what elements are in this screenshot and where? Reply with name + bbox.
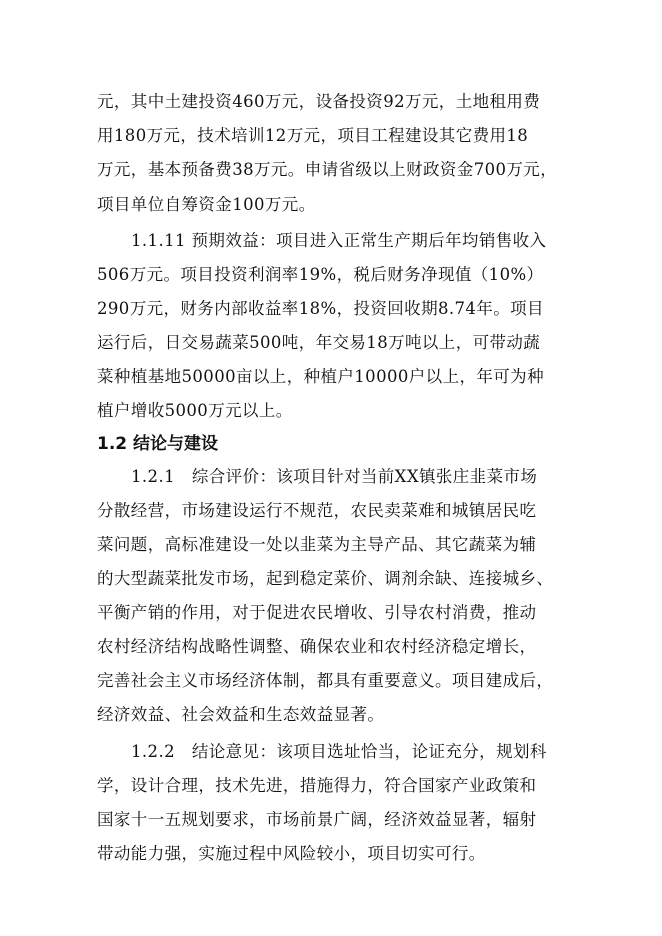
paragraph-line: 带动能力强，实施过程中风险较小，项目切实可行。 <box>97 844 486 863</box>
paragraph-line: 1.2.1 综合评价：该项目针对当前XX镇张庄韭菜市场 <box>131 467 538 486</box>
paragraph-line: 的大型蔬菜批发市场，起到稳定菜价、调剂余缺、连接城乡、 <box>97 569 554 588</box>
paragraph-line: 1.1.11 预期效益：项目进入正常生产期后年均销售收入 <box>131 231 547 250</box>
paragraph-line: 国家十一五规划要求，市场前景广阔，经济效益显著，辐射 <box>97 810 537 829</box>
paragraph-line: 农村经济结构战略性调整、确保农业和农村经济稳定增长， <box>97 637 537 656</box>
paragraph-line: 1.2.2 结论意见：该项目选址恰当，论证充分，规划科 <box>131 742 547 761</box>
paragraph-line: 菜问题，高标准建设一处以韭菜为主导产品、其它蔬菜为辅 <box>97 535 537 554</box>
paragraph-line: 项目单位自筹资金100万元。 <box>97 195 316 214</box>
section-heading: 1.2 结论与建设 <box>97 434 219 454</box>
paragraph-line: 506万元。项目投资利润率19%，税后财务净现值（10%） <box>97 265 544 284</box>
paragraph-line: 万元，基本预备费38万元。申请省级以上财政资金700万元， <box>97 160 558 179</box>
paragraph-line: 平衡产销的作用，对于促进农民增收、引导农村消费，推动 <box>97 603 537 622</box>
paragraph-line: 290万元，财务内部收益率18%，投资回收期8.74年。项目 <box>97 299 544 318</box>
paragraph-line: 用180万元，技术培训12万元，项目工程建设其它费用18 <box>97 126 529 145</box>
paragraph-line: 学，设计合理，技术先进，措施得力，符合国家产业政策和 <box>97 776 537 795</box>
paragraph-line: 植户增收5000万元以上。 <box>97 401 293 420</box>
paragraph-line: 运行后，日交易蔬菜500吨，年交易18万吨以上，可带动蔬 <box>97 333 541 352</box>
paragraph-line: 完善社会主义市场经济体制，都具有重要意义。项目建成后， <box>97 671 554 690</box>
paragraph-line: 经济效益、社会效益和生态效益显著。 <box>97 705 385 724</box>
paragraph-line: 元，其中土建投资460万元，设备投资92万元，土地租用费 <box>97 92 541 111</box>
paragraph-line: 分散经营，市场建设运行不规范，农民卖菜难和城镇居民吃 <box>97 501 537 520</box>
paragraph-line: 菜种植基地50000亩以上，种植户10000户以上，年可为种 <box>97 367 544 386</box>
